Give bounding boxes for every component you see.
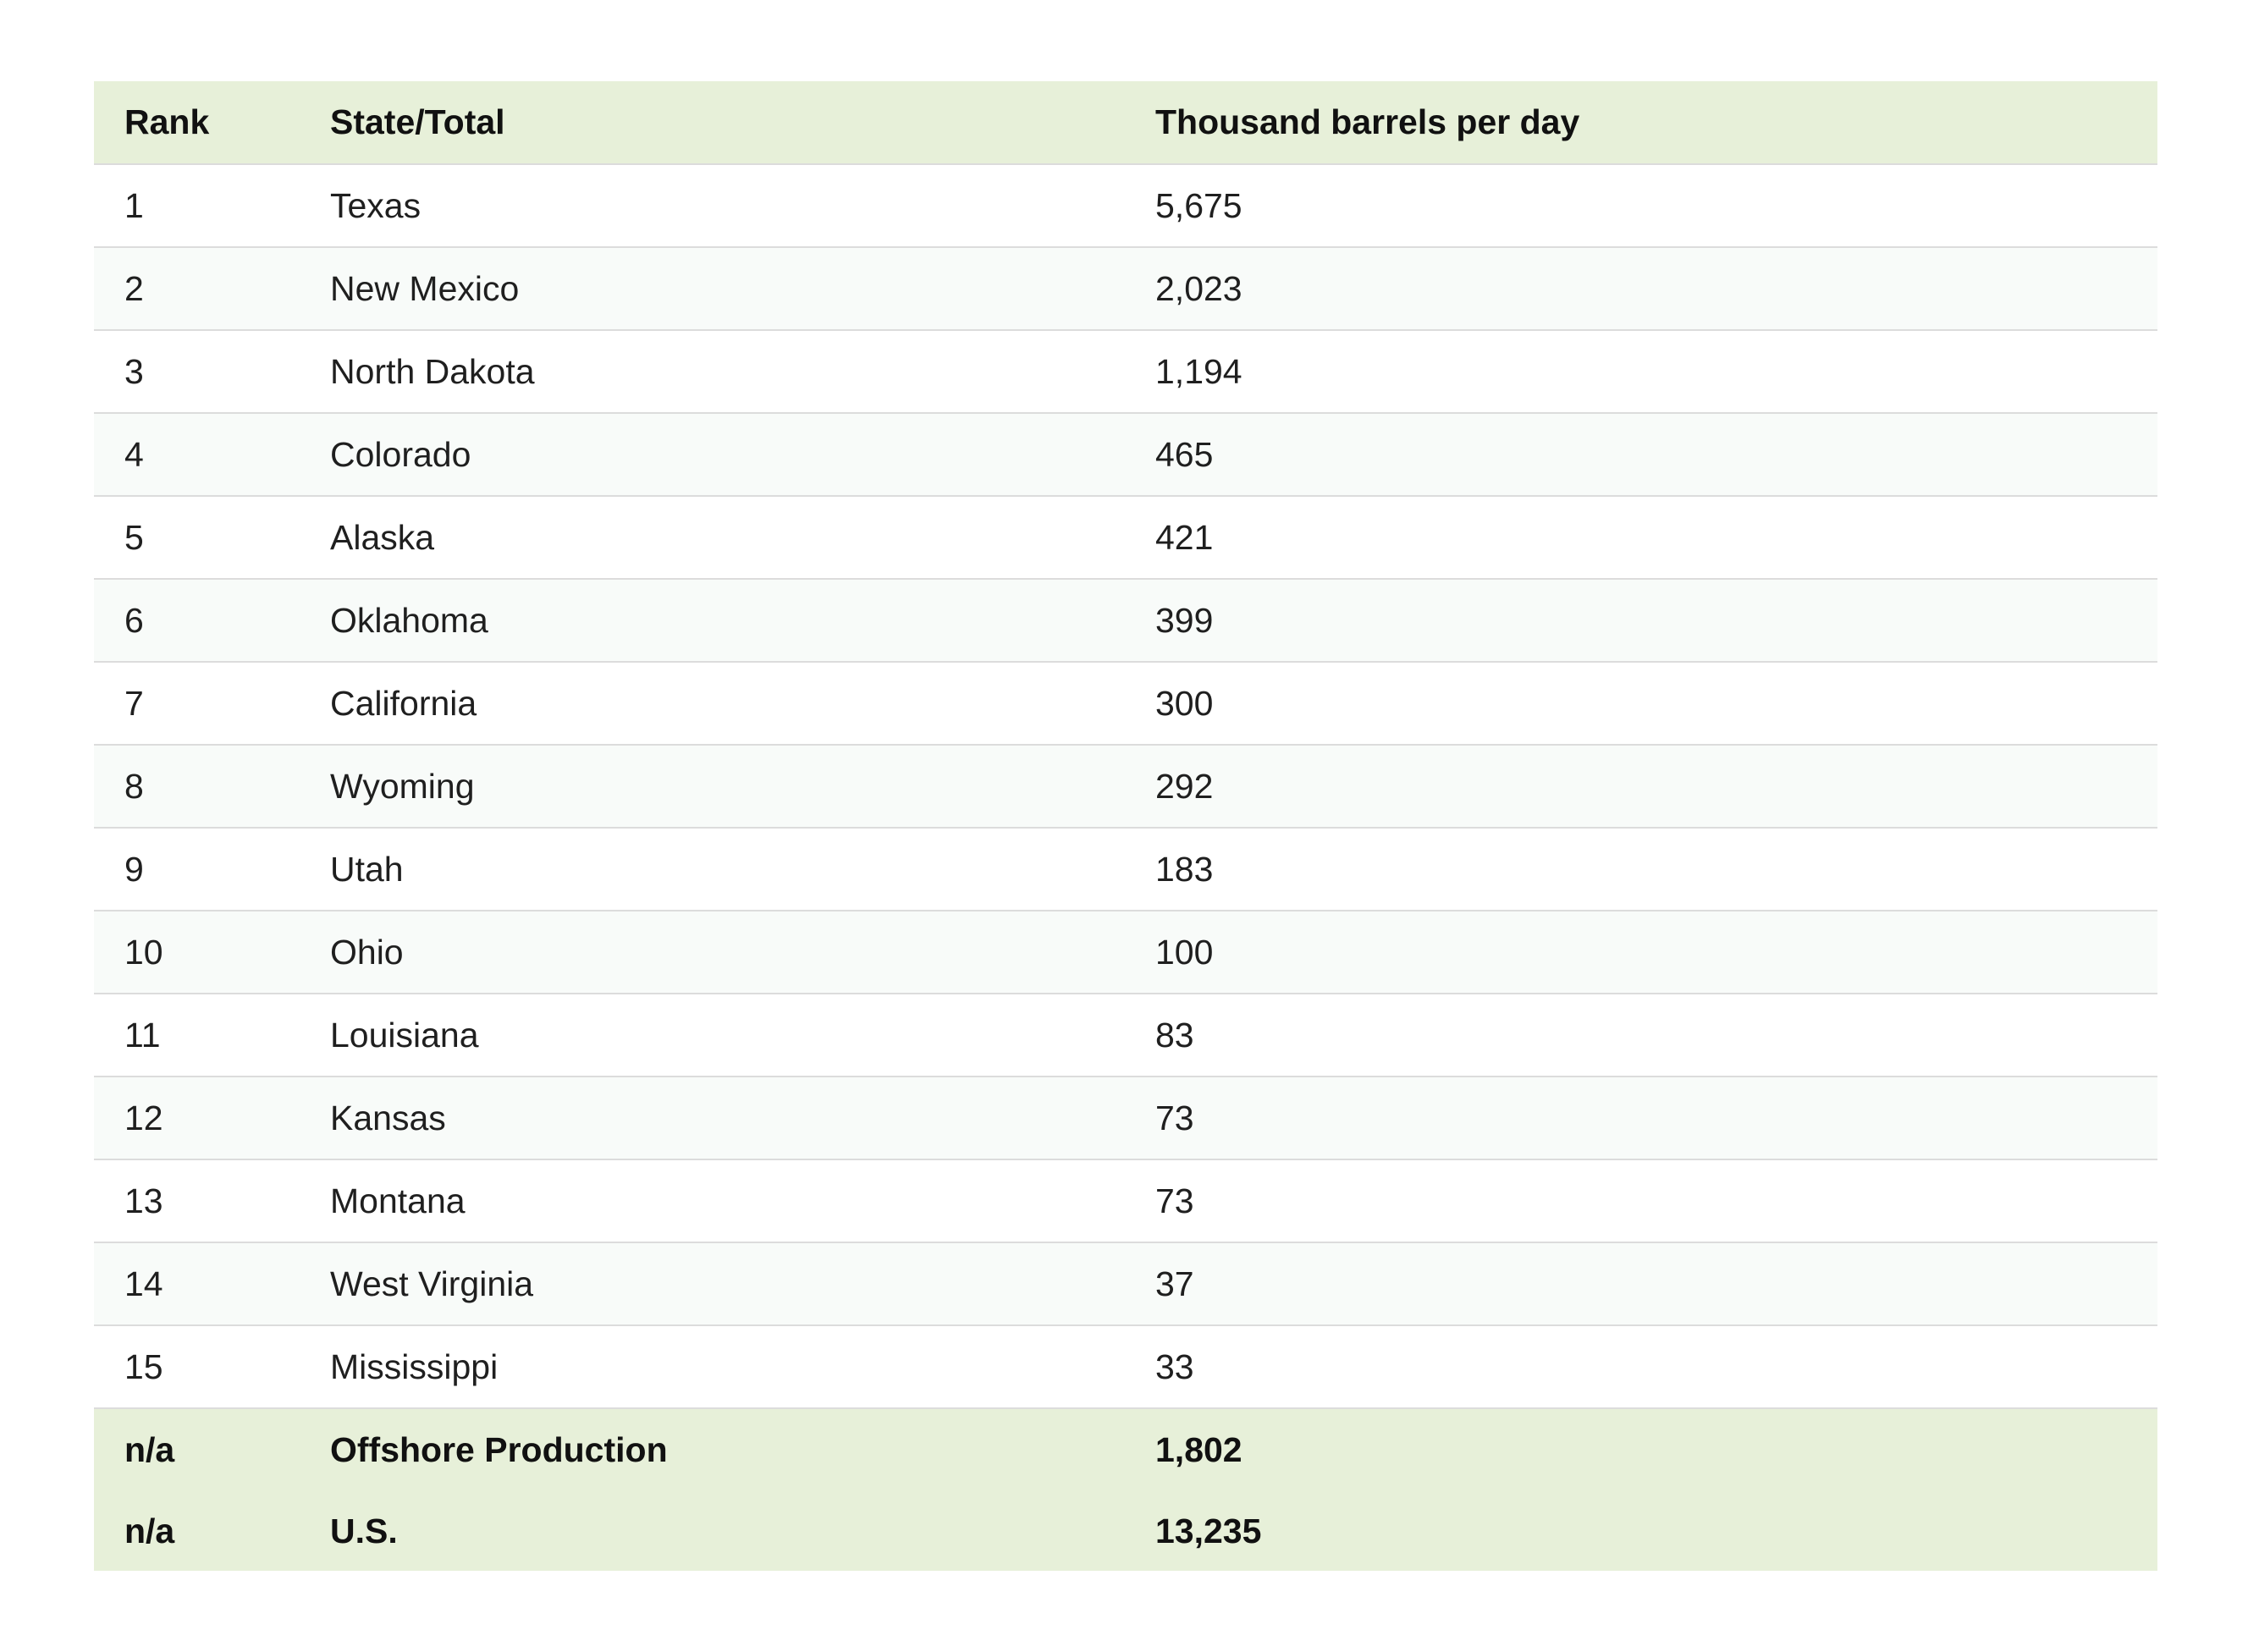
rank-cell: 14 [124, 1264, 163, 1303]
rank-cell: 7 [124, 683, 144, 723]
table-row [94, 164, 2157, 247]
rank-cell: 2 [124, 268, 144, 308]
table-row [94, 1077, 2157, 1159]
header-row [94, 81, 2157, 164]
rank-cell: 9 [124, 849, 144, 889]
table-row [94, 579, 2157, 662]
total-row [94, 1491, 2157, 1571]
total-label-cell: Offshore Production [330, 1430, 668, 1469]
table-row [94, 247, 2157, 330]
state-cell: Ohio [330, 932, 404, 972]
header-state: State/Total [330, 102, 505, 141]
state-cell: Texas [330, 185, 422, 225]
table-header [94, 81, 2157, 164]
table-row [94, 1242, 2157, 1325]
table-row [94, 994, 2157, 1077]
rank-cell: 8 [124, 766, 144, 806]
total-rank-cell: n/a [124, 1430, 175, 1469]
state-cell: California [330, 683, 477, 723]
value-cell: 300 [1155, 683, 1214, 723]
rank-cell: 12 [124, 1098, 163, 1137]
table-row [94, 1325, 2157, 1408]
value-cell: 183 [1155, 849, 1214, 889]
table-row [94, 828, 2157, 911]
table-row [94, 745, 2157, 828]
table-row [94, 413, 2157, 496]
value-cell: 73 [1155, 1181, 1194, 1220]
rank-cell: 4 [124, 434, 144, 474]
state-cell: Mississippi [330, 1346, 499, 1386]
state-cell: Oklahoma [330, 600, 488, 640]
value-cell: 73 [1155, 1098, 1194, 1137]
value-cell: 37 [1155, 1264, 1194, 1303]
value-cell: 292 [1155, 766, 1214, 806]
state-cell: Kansas [330, 1098, 446, 1137]
total-value-cell: 1,802 [1155, 1430, 1242, 1469]
value-cell: 33 [1155, 1346, 1194, 1386]
state-cell: Colorado [330, 434, 471, 474]
table-row [94, 911, 2157, 994]
total-value-cell: 13,235 [1155, 1511, 1262, 1550]
total-label-cell: U.S. [330, 1511, 398, 1550]
production-table-container [94, 81, 2157, 1571]
value-cell: 465 [1155, 434, 1214, 474]
total-rank-cell: n/a [124, 1511, 175, 1550]
table-row [94, 330, 2157, 413]
rank-cell: 10 [124, 932, 163, 972]
value-cell: 1,194 [1155, 351, 1242, 391]
state-cell: New Mexico [330, 268, 520, 308]
state-cell: Alaska [330, 517, 435, 557]
state-cell: Montana [330, 1181, 466, 1220]
state-cell: Louisiana [330, 1015, 479, 1055]
rank-cell: 5 [124, 517, 144, 557]
rank-cell: 13 [124, 1181, 163, 1220]
rank-cell: 6 [124, 600, 144, 640]
table-row [94, 662, 2157, 745]
table-totals [94, 1408, 2157, 1571]
header-value: Thousand barrels per day [1155, 102, 1580, 141]
total-row [94, 1408, 2157, 1491]
production-table [94, 81, 2157, 1571]
table-row [94, 1159, 2157, 1242]
rank-cell: 1 [124, 185, 144, 225]
value-cell: 421 [1155, 517, 1214, 557]
value-cell: 399 [1155, 600, 1214, 640]
table-body [94, 164, 2157, 1408]
value-cell: 2,023 [1155, 268, 1242, 308]
rank-cell: 15 [124, 1346, 163, 1386]
rank-cell: 11 [124, 1015, 161, 1055]
state-cell: Utah [330, 849, 404, 889]
state-cell: North Dakota [330, 351, 535, 391]
header-rank: Rank [124, 102, 210, 141]
value-cell: 100 [1155, 932, 1214, 972]
state-cell: Wyoming [330, 766, 475, 806]
value-cell: 5,675 [1155, 185, 1242, 225]
table-row [94, 496, 2157, 579]
state-cell: West Virginia [330, 1264, 534, 1303]
value-cell: 83 [1155, 1015, 1194, 1055]
rank-cell: 3 [124, 351, 144, 391]
